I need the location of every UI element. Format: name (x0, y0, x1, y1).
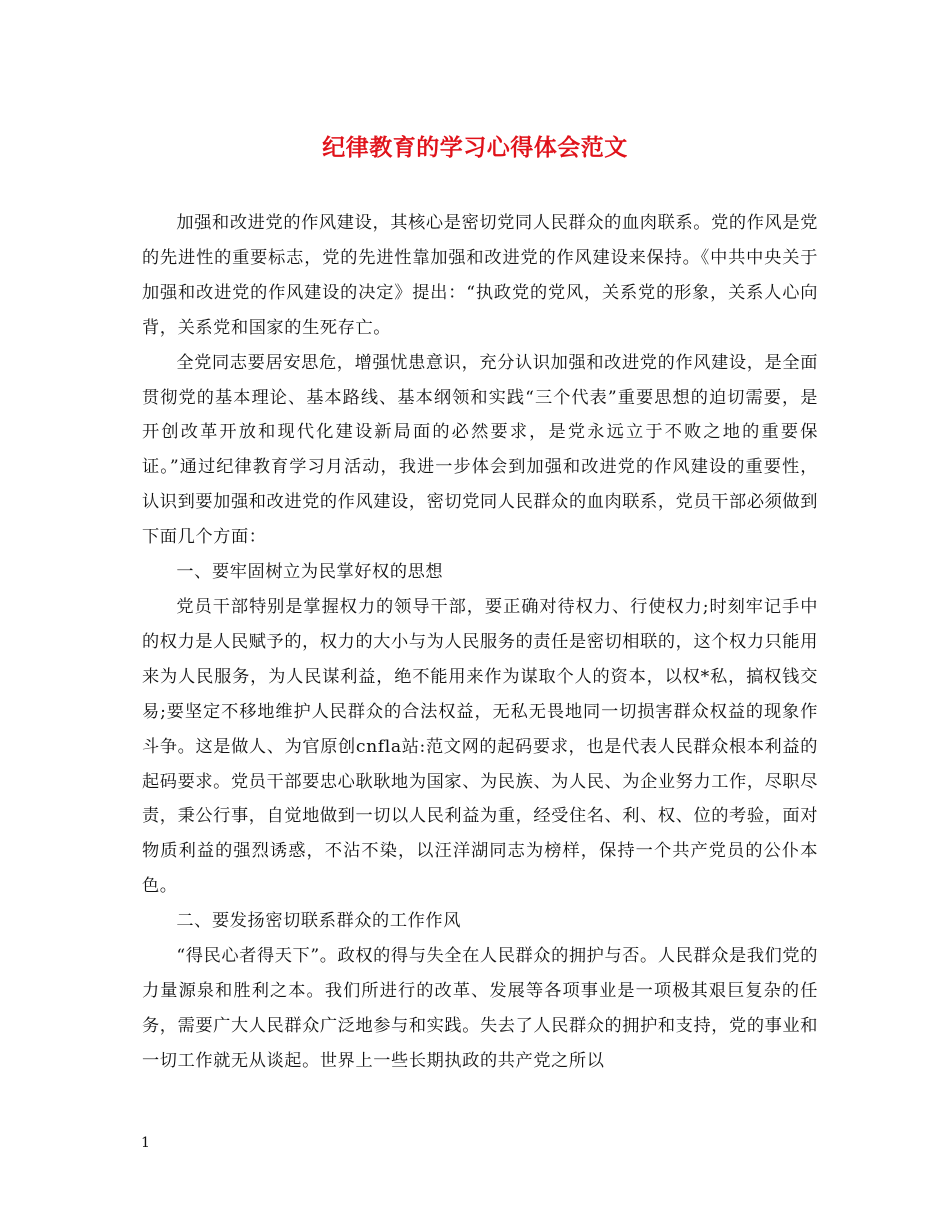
paragraph-power: 党员干部特别是掌握权力的领导干部，要正确对待权力、行使权力;时刻牢记手中的权力是人民赋予的，权力的大小与为人民服务的责任是密切相联的，这个权力只能用来为人民服务，为人民谋利益，绝不能用来作为谋取个人的资本，以权*私，搞权钱交易;要坚定不移地维护人民群众的合法权益，无私无畏地同一切损害群众权益的现象作斗争。这是做人、为官原创cnfla站:范文网的起码要求，也是代表人民群众根本利益的起码要求。党员干部要忠心耿耿地为国家、为民族、为人民、为企业努力工作，尽职尽责，秉公行事，自觉地做到一切以人民利益为重，经受住名、利、权、位的考验，面对物质利益的强烈诱惑，不沾不染，以汪洋湖同志为榜样，保持一个共产党员的公仆本色。 (142, 596, 818, 897)
page-number: 1 (141, 1135, 150, 1151)
document-body (142, 206, 818, 1079)
document-title: 纪律教育的学习心得体会范文 (322, 135, 628, 161)
section-heading-2: 二、要发扬密切联系群众的工作作风 (176, 911, 461, 932)
paragraph-masses: “得民心者得天下”。政权的得与失全在人民群众的拥护与否。人民群众是我们党的力量源泉和胜利之本。我们所进行的改革、发展等各项事业是一项极其艰巨复杂的任务，需要广大人民群众广泛地参与和实践。失去了人民群众的拥护和支持，党的事业和一切工作就无从谈起。世界上一些长期执政的共产党之所以 (142, 946, 818, 1071)
paragraph-awareness: 全党同志要居安思危，增强忧患意识，充分认识加强和改进党的作风建设，是全面贯彻党的基本理论、基本路线、基本纲领和实践“三个代表”重要思想的迫切需要，是开创改革开放和现代化建设新局面的必然要求，是党永远立于不败之地的重要保证。”通过纪律教育学习月活动，我进一步体会到加强和改进党的作风建设的重要性，认识到要加强和改进党的作风建设，密切党同人民群众的血肉联系，党员干部必须做到下面几个方面： (142, 352, 818, 548)
section-heading-1: 一、要牢固树立为民掌好权的思想 (176, 562, 444, 583)
paragraph-intro: 加强和改进党的作风建设，其核心是密切党同人民群众的血肉联系。党的作风是党的先进性的重要标志，党的先进性靠加强和改进党的作风建设来保持。《中共中央关于加强和改进党的作风建设的决定》提出：“执政党的党风，关系党的形象，关系人心向背，关系党和国家的生死存亡。 (142, 213, 818, 338)
